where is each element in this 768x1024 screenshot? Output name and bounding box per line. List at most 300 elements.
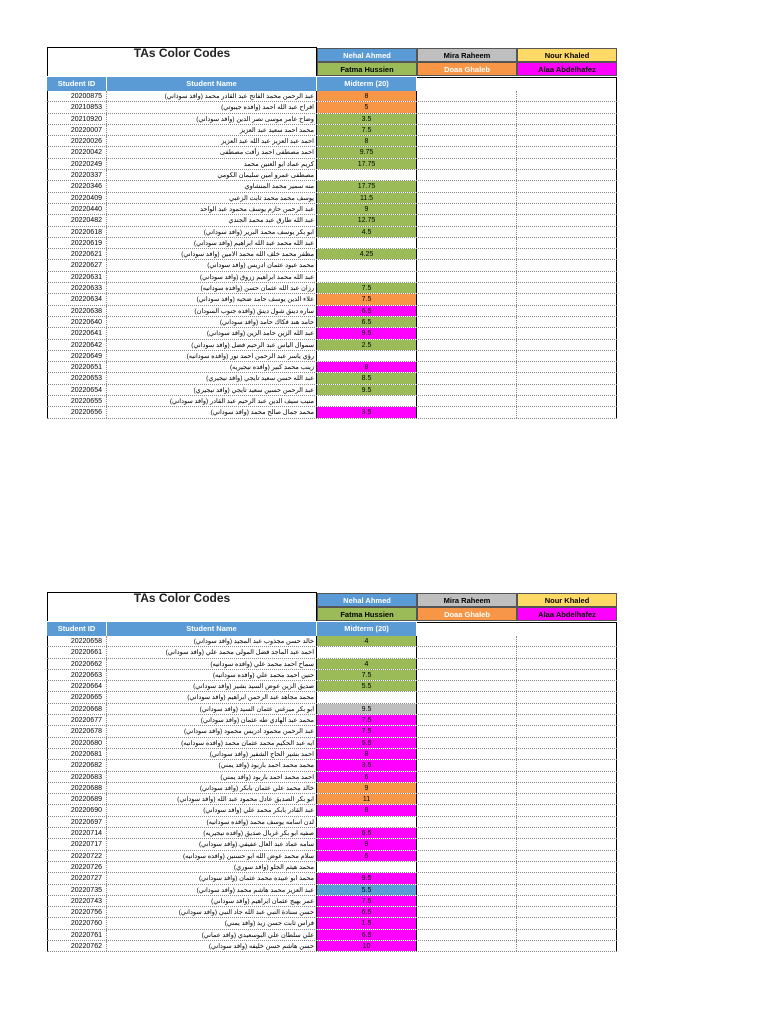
ta-label: Mira Raheem	[417, 593, 517, 607]
table-row	[47, 385, 617, 396]
student-id-cell: 20220681	[47, 749, 107, 759]
column-headers	[47, 622, 617, 636]
ta-label: Fatma Hussien	[317, 62, 417, 76]
midterm-mark-cell: 1.5	[317, 918, 417, 928]
table-row	[47, 147, 617, 158]
student-name-cell: احمد عبد الماجد فضل المولى محمد علي (وافد سوداني)	[107, 647, 317, 657]
sheet-header	[47, 592, 617, 622]
empty-cell	[417, 659, 517, 669]
midterm-mark-cell: 8	[317, 749, 417, 759]
student-id-cell: 20220714	[47, 828, 107, 838]
empty-cell	[517, 941, 617, 951]
empty-cell	[417, 114, 517, 124]
student-id-cell: 20220631	[47, 272, 107, 282]
empty-cell	[517, 136, 617, 146]
student-name-cell: عبد الله محمد ابراهيم زروق (وافد سوداني)	[107, 272, 317, 282]
midterm-mark-cell: 7.5	[317, 896, 417, 906]
student-name-header: Student Name	[107, 622, 317, 636]
empty-cell	[517, 249, 617, 259]
student-id-cell: 20220760	[47, 918, 107, 928]
midterm-mark-cell: 9.5	[317, 385, 417, 395]
student-name-cell: محمد احمد سعيد عبد العزيز	[107, 125, 317, 135]
empty-cell	[417, 385, 517, 395]
empty-cell	[417, 647, 517, 657]
empty-cell	[417, 873, 517, 883]
student-id-cell: 20220690	[47, 805, 107, 815]
student-name-cell: سلام محمد عوض الله ابو حسنين (وافده سودانيه)	[107, 851, 317, 861]
student-id-cell: 20220337	[47, 170, 107, 180]
empty-cell	[417, 692, 517, 702]
student-name-cell: عبد الله محمد عبد الله ابراهيم (وافد سوداني)	[107, 238, 317, 248]
student-id-cell: 20220655	[47, 396, 107, 406]
student-name-cell: علي سلطان علي البوسعيدي (وافد عماني)	[107, 930, 317, 940]
student-id-cell: 20220026	[47, 136, 107, 146]
student-id-cell: 20200875	[47, 91, 107, 101]
student-id-cell: 20220688	[47, 783, 107, 793]
empty-cell	[417, 839, 517, 849]
empty-cell	[517, 215, 617, 225]
student-id-cell: 20220346	[47, 181, 107, 191]
table-row	[47, 91, 617, 102]
table-row	[47, 783, 617, 794]
student-name-cell: احمد عبد العزيز عبد الله عبد العزيز	[107, 136, 317, 146]
empty-cell	[517, 817, 617, 827]
table-row	[47, 227, 617, 238]
empty-cell	[517, 181, 617, 191]
student-id-cell: 20220638	[47, 306, 107, 316]
empty-cell	[517, 704, 617, 714]
student-name-cell: احمد محمد احمد باربود (وافد يمني)	[107, 772, 317, 782]
midterm-mark-cell: 9.5	[317, 704, 417, 714]
table-row	[47, 328, 617, 339]
table-row	[47, 659, 617, 670]
midterm-mark-cell: 17.75	[317, 181, 417, 191]
table-row	[47, 647, 617, 658]
empty-cell	[517, 783, 617, 793]
table-row	[47, 794, 617, 805]
student-id-cell: 20220619	[47, 238, 107, 248]
student-name-cell: مصطفى عمرو امين سليمان الكومي	[107, 170, 317, 180]
empty-cell	[517, 896, 617, 906]
empty-cell	[417, 260, 517, 270]
student-name-cell: ايه عبد الحكيم محمد عثمان محمد (وافده سودانيه)	[107, 738, 317, 748]
empty-cell	[517, 159, 617, 169]
table-row	[47, 362, 617, 373]
midterm-mark-cell	[317, 817, 417, 827]
student-id-header: Student ID	[47, 77, 107, 91]
midterm-mark-cell: 12.75	[317, 215, 417, 225]
empty-cell	[417, 749, 517, 759]
empty-cell	[517, 659, 617, 669]
student-name-cell: رؤي ياسر عبد الرحمن احمد نور (وافده سودانيه)	[107, 351, 317, 361]
table-row	[47, 873, 617, 884]
midterm-mark-cell: 8.5	[317, 373, 417, 383]
student-name-cell: محمد جمال صالح محمد (وافد سوداني)	[107, 407, 317, 417]
table-row	[47, 215, 617, 226]
empty-cell	[417, 930, 517, 940]
table-row	[47, 704, 617, 715]
midterm-mark-cell: 6.5	[317, 306, 417, 316]
empty-cell	[517, 726, 617, 736]
empty-cell	[517, 125, 617, 135]
midterm-mark-cell	[317, 351, 417, 361]
student-id-cell: 20220642	[47, 340, 107, 350]
empty-cell	[517, 873, 617, 883]
empty-cell	[417, 670, 517, 680]
table-row	[47, 294, 617, 305]
empty-cell	[417, 170, 517, 180]
midterm-mark-cell: 11	[317, 794, 417, 804]
student-id-cell: 20220727	[47, 873, 107, 883]
student-name-cell: علاء الدين يوسف حامد ضحيه (وافد سوداني)	[107, 294, 317, 304]
student-id-cell: 20220440	[47, 204, 107, 214]
midterm-mark-cell: 9.5	[317, 328, 417, 338]
empty-cell	[417, 772, 517, 782]
empty-cell	[417, 351, 517, 361]
student-name-cell: محمد عبود عثمان ادريس (وافد سوداني)	[107, 260, 317, 270]
student-id-cell: 20220664	[47, 681, 107, 691]
empty-cell	[417, 328, 517, 338]
table-row	[47, 681, 617, 692]
student-name-cell: عبد الله طارق عبد محمد الجندي	[107, 215, 317, 225]
empty-cell	[417, 396, 517, 406]
empty-cell	[417, 283, 517, 293]
empty-cell	[517, 772, 617, 782]
student-id-cell: 20220654	[47, 385, 107, 395]
column-headers	[47, 77, 617, 91]
empty-cell	[517, 170, 617, 180]
ta-label: Nehal Ahmed	[317, 593, 417, 607]
table-row	[47, 272, 617, 283]
student-name-cell: فراس ثابت حسن زيد (وافد يمني)	[107, 918, 317, 928]
empty-cell	[417, 362, 517, 372]
student-name-cell: يوسف محمد محمد ثابت الزعبي	[107, 193, 317, 203]
student-name-cell: محمد محمد احمد باربود (وافد يمني)	[107, 760, 317, 770]
student-id-cell: 20220633	[47, 283, 107, 293]
table-row	[47, 396, 617, 407]
empty-cell	[417, 738, 517, 748]
empty-cell	[417, 817, 517, 827]
empty-cell	[517, 114, 617, 124]
student-rows	[47, 91, 617, 419]
midterm-mark-cell: 10	[317, 941, 417, 951]
student-id-cell: 20220726	[47, 862, 107, 872]
empty-cell	[417, 726, 517, 736]
midterm-mark-cell: 9.5	[317, 873, 417, 883]
midterm-mark-cell: 17.75	[317, 159, 417, 169]
table-row	[47, 204, 617, 215]
empty-cell	[517, 907, 617, 917]
student-id-cell: 20220661	[47, 647, 107, 657]
student-name-cell: عبد الرحمن حسين سعيد تايجي (وافد نيجيري)	[107, 385, 317, 395]
student-name-cell: احمد مصطفى احمد رأفت مصطفى	[107, 147, 317, 157]
empty-cell	[517, 647, 617, 657]
table-row	[47, 260, 617, 271]
empty-cell	[517, 272, 617, 282]
empty-cell	[417, 204, 517, 214]
empty-cell	[417, 317, 517, 327]
student-name-cell: عبد الرحمن محمد الفاتح عبد القادر محمد (وافد سوداني)	[107, 91, 317, 101]
student-name-cell: خالد محمد علي عثمان بابكر (وافد سوداني)	[107, 783, 317, 793]
table-row	[47, 193, 617, 204]
midterm-mark-cell	[317, 396, 417, 406]
student-id-cell: 20220717	[47, 839, 107, 849]
midterm-mark-cell: 6.5	[317, 317, 417, 327]
empty-cell	[417, 125, 517, 135]
student-id-cell: 20220621	[47, 249, 107, 259]
empty-cell	[517, 283, 617, 293]
midterm-mark-cell: 7.5	[317, 726, 417, 736]
empty-cell	[417, 306, 517, 316]
table-row	[47, 862, 617, 873]
student-id-cell: 20220682	[47, 760, 107, 770]
student-name-cell: حامد هند فكاك حامد (وافد سوداني)	[107, 317, 317, 327]
student-name-cell: محمد مجاهد عبد الرحمن ابراهيم (وافد سوداني)	[107, 692, 317, 702]
empty-cell	[417, 294, 517, 304]
ta-label: Mira Raheem	[417, 48, 517, 62]
table-row	[47, 125, 617, 136]
student-name-cell: محمد عبد الهادي طه عثمان (وافد سوداني)	[107, 715, 317, 725]
empty-cell	[417, 373, 517, 383]
empty-cell	[517, 862, 617, 872]
table-row	[47, 726, 617, 737]
midterm-mark-cell: 11.5	[317, 193, 417, 203]
empty-cell	[417, 340, 517, 350]
empty-cell	[517, 681, 617, 691]
midterm-mark-cell: 6	[317, 772, 417, 782]
empty-cell	[417, 159, 517, 169]
student-name-cell: محمد هيثم الجلو (وافد سوري)	[107, 862, 317, 872]
table-row	[47, 340, 617, 351]
empty-cell	[517, 362, 617, 372]
student-name-cell: عبد الرحمن محمود ادريس محمود (وافد سوداني)	[107, 726, 317, 736]
student-name-cell: عبد العزيز محمد هاشم محمد (وافد سوداني)	[107, 885, 317, 895]
midterm-mark-cell: 8	[317, 362, 417, 372]
table-row	[47, 170, 617, 181]
midterm-mark-cell: 9.75	[317, 147, 417, 157]
empty-cell	[517, 407, 617, 417]
student-id-cell: 20220658	[47, 636, 107, 646]
midterm-mark-cell: 9	[317, 839, 417, 849]
empty-cell	[517, 918, 617, 928]
empty-cell	[517, 373, 617, 383]
student-name-cell: ابو بكر يوسف محمد البرير (وافد سوداني)	[107, 227, 317, 237]
table-row	[47, 885, 617, 896]
student-id-cell: 20220697	[47, 817, 107, 827]
midterm-mark-cell: 9	[317, 783, 417, 793]
student-name-cell: زينب محمد كبير (وافده نيجيريه)	[107, 362, 317, 372]
empty-cell	[417, 636, 517, 646]
student-name-cell: حسن سنادة النبي عبد الله جاد النبي (وافد سوداني)	[107, 907, 317, 917]
ta-label: Nour Khaled	[517, 593, 617, 607]
empty-cell	[417, 896, 517, 906]
midterm-mark-cell: 5.5	[317, 738, 417, 748]
empty-cell	[517, 147, 617, 157]
table-row	[47, 715, 617, 726]
empty-cell	[417, 249, 517, 259]
table-row	[47, 317, 617, 328]
midterm-mark-cell: 3.5	[317, 407, 417, 417]
table-row	[47, 805, 617, 816]
midterm-mark-cell: 3.5	[317, 760, 417, 770]
empty-cell	[517, 851, 617, 861]
empty-cell	[417, 272, 517, 282]
empty-cell	[517, 692, 617, 702]
empty-header	[417, 77, 617, 91]
table-row	[47, 181, 617, 192]
student-name-cell: محمد ابو عبيده محمد عثمان (وافد سوداني)	[107, 873, 317, 883]
empty-cell	[517, 794, 617, 804]
table-row	[47, 896, 617, 907]
student-id-cell: 20220735	[47, 885, 107, 895]
empty-cell	[517, 204, 617, 214]
student-id-cell: 20220762	[47, 941, 107, 951]
midterm-mark-cell: 8	[317, 805, 417, 815]
student-id-cell: 20220722	[47, 851, 107, 861]
student-name-cell: ساره دينق شول دينق (وافده جنوب السودان)	[107, 306, 317, 316]
student-id-cell: 20220668	[47, 704, 107, 714]
student-id-cell: 20220627	[47, 260, 107, 270]
student-name-cell: مظفر محمد خلف الله محمد الامين (وافد سوداني)	[107, 249, 317, 259]
sheet-title: TAs Color Codes	[47, 47, 317, 76]
student-id-cell: 20220634	[47, 294, 107, 304]
ta-label: Doaa Ghaleb	[417, 62, 517, 76]
midterm-mark-cell: 5	[317, 851, 417, 861]
empty-cell	[417, 828, 517, 838]
table-row	[47, 772, 617, 783]
midterm-mark-cell: 4.25	[317, 249, 417, 259]
student-id-cell: 20220761	[47, 930, 107, 940]
table-row	[47, 839, 617, 850]
empty-cell	[417, 704, 517, 714]
midterm-mark-cell	[317, 272, 417, 282]
empty-cell	[417, 91, 517, 101]
table-row	[47, 817, 617, 828]
midterm-mark-cell: 7.5	[317, 283, 417, 293]
empty-cell	[417, 794, 517, 804]
empty-cell	[517, 193, 617, 203]
table-row	[47, 114, 617, 125]
table-row	[47, 102, 617, 113]
ta-label: Alaa Abdelhafez	[517, 607, 617, 621]
midterm-mark-cell: 6.5	[317, 930, 417, 940]
student-name-cell: عمر بهيج عثمان ابراهيم (وافد سوداني)	[107, 896, 317, 906]
student-id-cell: 20220640	[47, 317, 107, 327]
table-row	[47, 828, 617, 839]
empty-cell	[417, 941, 517, 951]
empty-cell	[517, 91, 617, 101]
table-row	[47, 407, 617, 418]
table-row	[47, 159, 617, 170]
student-id-cell: 20210920	[47, 114, 107, 124]
midterm-mark-cell: 6.5	[317, 907, 417, 917]
student-id-cell: 20220651	[47, 362, 107, 372]
student-id-cell: 20220680	[47, 738, 107, 748]
midterm-mark-cell: 4	[317, 636, 417, 646]
table-row	[47, 670, 617, 681]
midterm-mark-cell: 8	[317, 91, 417, 101]
empty-cell	[517, 328, 617, 338]
empty-cell	[517, 294, 617, 304]
midterm-mark-cell	[317, 238, 417, 248]
midterm-mark-cell: 2.5	[317, 340, 417, 350]
midterm-mark-cell: 7.5	[317, 670, 417, 680]
student-name-cell: حنين احمد محمد علي (وافده سودانيه)	[107, 670, 317, 680]
empty-cell	[417, 181, 517, 191]
midterm-mark-cell	[317, 170, 417, 180]
empty-cell	[517, 760, 617, 770]
midterm-mark-cell: 5.5	[317, 885, 417, 895]
empty-cell	[417, 147, 517, 157]
student-id-cell: 20220678	[47, 726, 107, 736]
empty-cell	[417, 851, 517, 861]
empty-cell	[517, 385, 617, 395]
student-name-cell: عبد الرحمن حازم يوسف محمود عبد الواحد	[107, 204, 317, 214]
student-name-cell: ابو بكر الصديق عادل محمود عبد الله (وافد سوداني)	[107, 794, 317, 804]
student-id-cell: 20220249	[47, 159, 107, 169]
student-id-cell: 20220007	[47, 125, 107, 135]
student-name-cell: منه سمير محمد المنشاوي	[107, 181, 317, 191]
table-row	[47, 907, 617, 918]
empty-cell	[417, 407, 517, 417]
empty-cell	[417, 783, 517, 793]
midterm-mark-cell	[317, 692, 417, 702]
midterm-header: Midterm (20)	[317, 77, 417, 91]
table-row	[47, 136, 617, 147]
student-id-cell: 20220409	[47, 193, 107, 203]
student-id-cell: 20220756	[47, 907, 107, 917]
empty-cell	[517, 930, 617, 940]
empty-cell	[517, 670, 617, 680]
midterm-mark-cell: 7.5	[317, 715, 417, 725]
sheet-title: TAs Color Codes	[47, 592, 317, 621]
student-id-cell: 20220653	[47, 373, 107, 383]
empty-cell	[417, 918, 517, 928]
student-name-cell: حسن هاشم حسن خليفه (وافد سوداني)	[107, 941, 317, 951]
empty-cell	[417, 136, 517, 146]
ta-label: Doaa Ghaleb	[417, 607, 517, 621]
student-id-cell: 20220683	[47, 772, 107, 782]
empty-cell	[417, 227, 517, 237]
table-row	[47, 760, 617, 771]
table-row	[47, 851, 617, 862]
table-row	[47, 918, 617, 929]
midterm-mark-cell: 3.5	[317, 114, 417, 124]
table-row	[47, 941, 617, 952]
student-name-cell: وضاح عامر موسى نصر الدين (وافد سوداني)	[107, 114, 317, 124]
empty-cell	[417, 862, 517, 872]
student-rows	[47, 636, 617, 952]
empty-cell	[417, 760, 517, 770]
empty-cell	[517, 351, 617, 361]
student-id-cell: 20220663	[47, 670, 107, 680]
student-name-cell: صديق الزين عوض السيد بشير (وافد سوداني)	[107, 681, 317, 691]
student-id-cell: 20210853	[47, 102, 107, 112]
student-id-cell: 20220689	[47, 794, 107, 804]
empty-header	[417, 622, 617, 636]
student-name-cell: صفيه ابو بكر غربال صديق (وافده نيجيريه)	[107, 828, 317, 838]
midterm-mark-cell	[317, 647, 417, 657]
student-name-cell: سموال الياس عبد الرحيم فضل (وافد سوداني)	[107, 340, 317, 350]
midterm-mark-cell: 7.5	[317, 125, 417, 135]
student-name-cell: عبد القادر بابكر محمد علي (وافد سوداني)	[107, 805, 317, 815]
student-name-cell: سامه عماد عبد العال عفيفي (وافد سوداني)	[107, 839, 317, 849]
table-row	[47, 249, 617, 260]
empty-cell	[517, 306, 617, 316]
student-name-cell: ابو بكر ميرغني عثمان السيد (وافد سوداني)	[107, 704, 317, 714]
table-row	[47, 306, 617, 317]
student-id-cell: 20220482	[47, 215, 107, 225]
